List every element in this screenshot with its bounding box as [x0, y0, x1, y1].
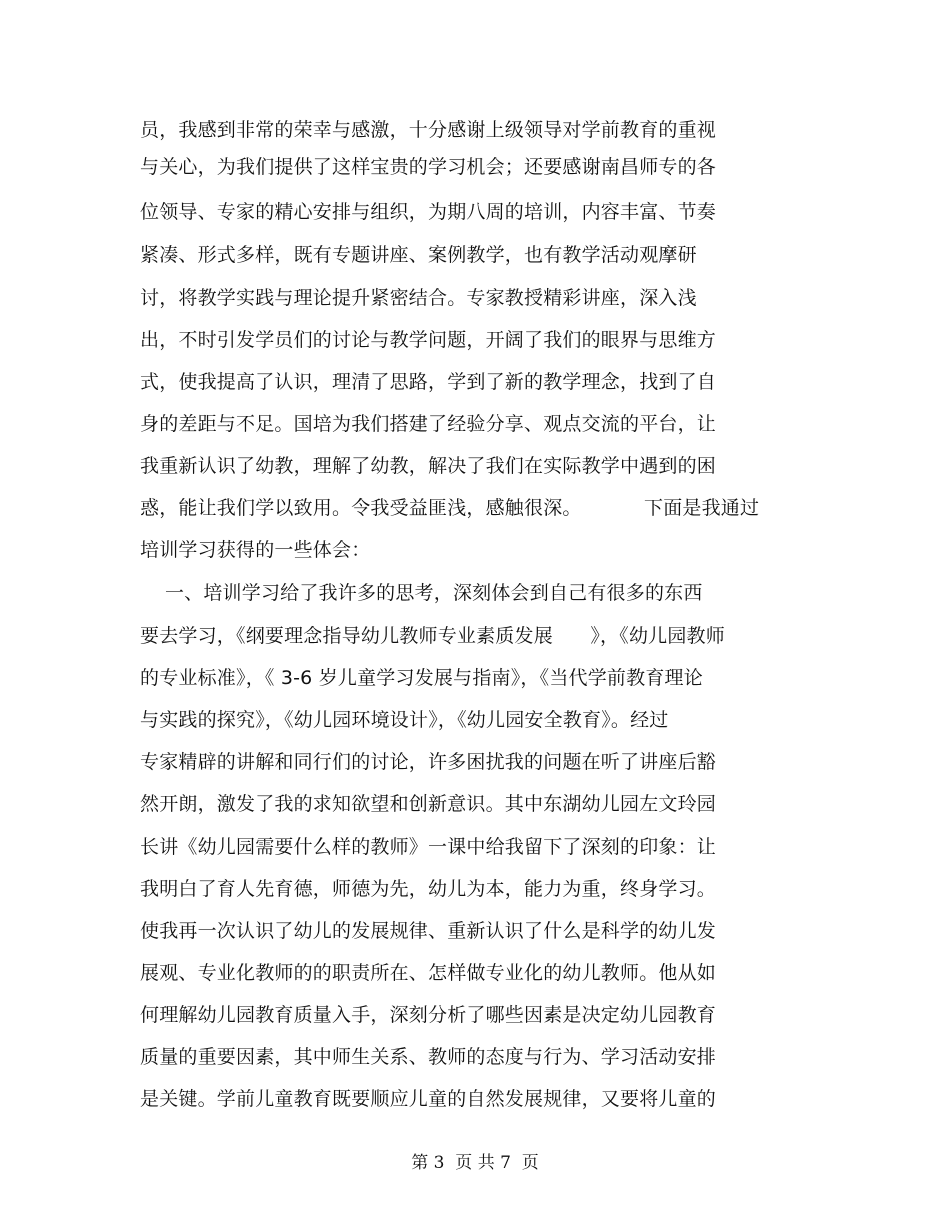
text-line: 要去学习，《纲要理念指导幼儿教师专业素质发展 》，《幼儿园教师	[140, 625, 725, 647]
text-line: 质量的重要因素，其中师生关系、教师的态度与行为、学习活动安排	[140, 1046, 717, 1068]
text-line: 出，不时引发学员们的讨论与教学问题，开阔了我们的眼界与思维方	[140, 329, 717, 351]
text-line: 展观、专业化教师的的职责所在、怎样做专业化的幼儿教师。他从如	[140, 962, 717, 984]
text-line: 专家精辟的讲解和同行们的讨论，许多困扰我的问题在听了讲座后豁	[140, 751, 717, 773]
text-line: 我明白了育人先育德，师德为先，幼儿为本，能力为重，终身学习。	[140, 878, 717, 900]
text-line: 我重新认识了幼教，理解了幼教，解决了我们在实际教学中遇到的困	[140, 455, 717, 477]
text-line: 惑，能让我们学以致用。令我受益匪浅，感触很深。 下面是我通过	[140, 497, 760, 519]
text-line: 式，使我提高了认识，理清了思路，学到了新的教学理念，找到了自	[140, 371, 717, 393]
page-footer: 第 3 页 共 7 页	[411, 1153, 539, 1173]
text-line: 讨，将教学实践与理论提升紧密结合。专家教授精彩讲座，深入浅	[140, 287, 697, 309]
text-line: 何理解幼儿园教育质量入手，深刻分析了哪些因素是决定幼儿园教育	[140, 1004, 717, 1026]
text-line: 紧凑、形式多样，既有专题讲座、案例教学，也有教学活动观摩研	[140, 244, 697, 266]
text-line: 使我再一次认识了幼儿的发展规律、重新认识了什么是科学的幼儿发	[140, 920, 717, 942]
text-line: 的专业标准》，《 3-6 岁儿童学习发展与指南》，《当代学前教育理论	[140, 667, 703, 689]
text-line: 是关键。学前儿童教育既要顺应儿童的自然发展规律，又要将儿童的	[140, 1088, 717, 1110]
text-line: 员，我感到非常的荣幸与感激，十分感谢上级领导对学前教育的重视	[140, 119, 717, 141]
text-line: 位领导、专家的精心安排与组织，为期八周的培训，内容丰富、节奏	[140, 201, 717, 223]
text-line: 培训学习获得的一些体会：	[140, 539, 371, 561]
text-line: 身的差距与不足。国培为我们搭建了经验分享、观点交流的平台，让	[140, 413, 717, 435]
text-line: 一、培训学习给了我许多的思考，深刻体会到自己有很多的东西	[140, 582, 703, 604]
text-line: 与关心，为我们提供了这样宝贵的学习机会；还要感谢南昌师专的各	[140, 156, 717, 178]
text-line: 长讲《幼儿园需要什么样的教师》一课中给我留下了深刻的印象：让	[140, 836, 717, 858]
text-line: 与实践的探究》，《幼儿园环境设计》，《幼儿园安全教育》。经过	[140, 709, 669, 731]
text-line: 然开朗，激发了我的求知欲望和创新意识。其中东湖幼儿园左文玲园	[140, 793, 717, 815]
